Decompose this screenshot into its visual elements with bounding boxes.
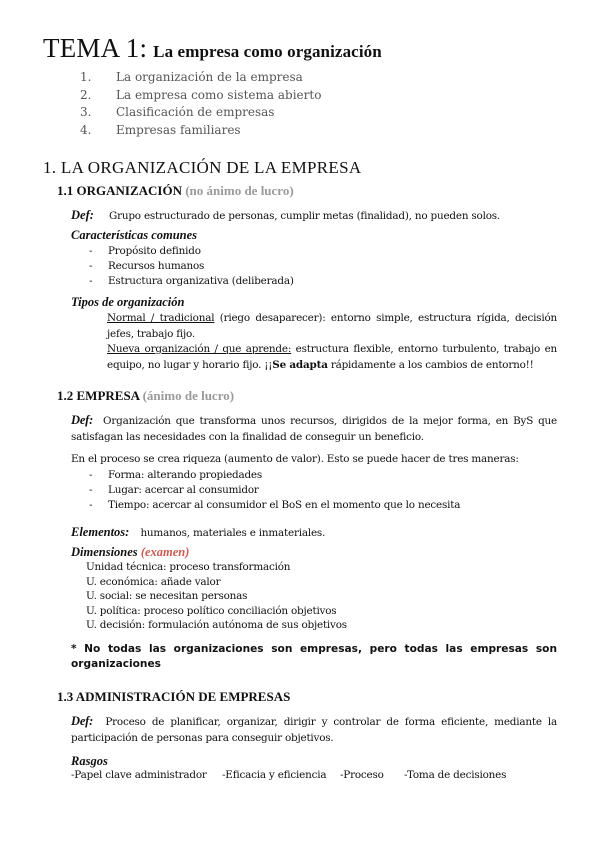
list-item: U. económica: añade valor — [86, 575, 221, 588]
toc-label: Clasificación de empresas — [116, 105, 275, 119]
definition-row — [71, 413, 557, 445]
def-label: Def: — [71, 208, 94, 222]
list-item: - Lugar: acercar al consumidor — [89, 484, 259, 496]
def-text: Proceso de planificar, organizar, dirigir y controlar de forma eficiente, mediante la participación de personas para conseguir objetivos. — [71, 716, 557, 744]
subsection-heading-empresa — [57, 388, 234, 404]
list-item: U. decisión: formulación autónoma de sus objetivos — [86, 619, 347, 631]
section-heading: 1. LA ORGANIZACIÓN DE LA EMPRESA — [43, 158, 362, 177]
tipo-tradicional: Normal / tradicional (riego desaparecer): entorno simple, estructura rígida, decisión jefes, trabajo fijo. — [107, 312, 557, 340]
subsection-note: (ánimo de lucro) — [142, 388, 235, 403]
process-list — [89, 468, 460, 513]
tema-subtitle: La empresa como organización — [153, 42, 382, 61]
list-item: -Proceso — [340, 769, 384, 781]
toc-number: 3. — [80, 105, 92, 119]
elements-text: humanos, materiales e inmateriales. — [140, 527, 326, 539]
page-title — [43, 33, 382, 64]
definition-row — [71, 204, 500, 223]
toc-item — [80, 122, 321, 140]
toc-label: Empresas familiares — [116, 122, 241, 137]
list-item: U. social: se necesitan personas — [86, 590, 248, 602]
elements-label: Elementos: — [71, 525, 130, 539]
toc-number: 2. — [80, 87, 92, 102]
list-item: -Toma de decisiones — [404, 769, 507, 781]
dimensions-list — [86, 560, 347, 633]
tipo-term: Normal / tradicional — [107, 312, 215, 324]
list-item: - Estructura organizativa (deliberada) — [89, 275, 294, 287]
def-label: Def: — [71, 714, 94, 728]
toc-number: 1. — [80, 70, 92, 84]
characteristics-list — [89, 244, 294, 289]
list-item: - Tiempo: acercar al consumidor el BoS en el momento que lo necesita — [89, 499, 461, 511]
list-item: -Eficacia y eficiencia — [222, 769, 327, 781]
tipo-nueva: Nueva organización / que aprende: estructura flexible, entorno turbulento, trabajo en equipo, no lugar y horario fijo. ¡¡Se adapta rápidamente a los cambios de entorno!! — [107, 343, 558, 371]
subsection-heading-administracion: 1.3 ADMINISTRACIÓN DE EMPRESAS — [57, 689, 291, 704]
elements-row — [71, 521, 325, 540]
list-item: - Recursos humanos — [89, 260, 205, 272]
toc-item — [80, 87, 321, 105]
def-text: Grupo estructurado de personas, cumplir metas (finalidad), no pueden solos. — [109, 210, 501, 222]
characteristics-label: Características comunes — [71, 228, 198, 242]
exam-note: (examen) — [140, 545, 190, 559]
process-text: En el proceso se crea riqueza (aumento de valor). Esto se puede hacer de tres maneras: — [71, 453, 519, 465]
list-item: U. política: proceso político conciliación objetivos — [86, 604, 337, 617]
emphasis: Se adapta — [272, 358, 328, 371]
def-label: Def: — [71, 413, 94, 427]
def-text: Organización que transforma unos recursos, dirigidos de la mejor forma, en ByS que satisfagan las necesidades con la finalidad de conseguir un beneficio. — [71, 415, 557, 443]
rasgos-label: Rasgos — [71, 754, 108, 768]
toc-item — [80, 69, 321, 87]
subsection-title: 1.2 EMPRESA — [57, 388, 140, 403]
toc-label: La empresa como sistema abierto — [116, 87, 322, 102]
tipo-term: Nueva organización / que aprende: — [107, 343, 292, 355]
table-of-contents — [80, 69, 321, 139]
tema-label: TEMA 1: — [43, 33, 148, 63]
subsection-heading-organizacion — [57, 183, 294, 199]
subsection-note: (no ánimo de lucro) — [185, 183, 294, 198]
list-item: -Papel clave administrador — [71, 769, 207, 781]
list-item: Unidad técnica: proceso transformación — [86, 561, 291, 573]
toc-number: 4. — [80, 122, 92, 137]
dimensions-label: Dimensiones (examen) — [71, 545, 190, 559]
tipos-label: Tipos de organización — [71, 295, 185, 309]
list-item: - Propósito definido — [89, 245, 201, 257]
definition-row — [71, 714, 557, 746]
toc-label: La organización de la empresa — [116, 70, 303, 84]
rasgos-list — [71, 769, 506, 781]
subsection-title: 1.1 ORGANIZACIÓN — [57, 183, 182, 198]
list-item: - Forma: alterando propiedades — [89, 469, 262, 481]
important-note: * No todas las organizaciones son empresas, pero todas las empresas son organizaciones — [71, 643, 557, 670]
toc-item — [80, 104, 321, 122]
